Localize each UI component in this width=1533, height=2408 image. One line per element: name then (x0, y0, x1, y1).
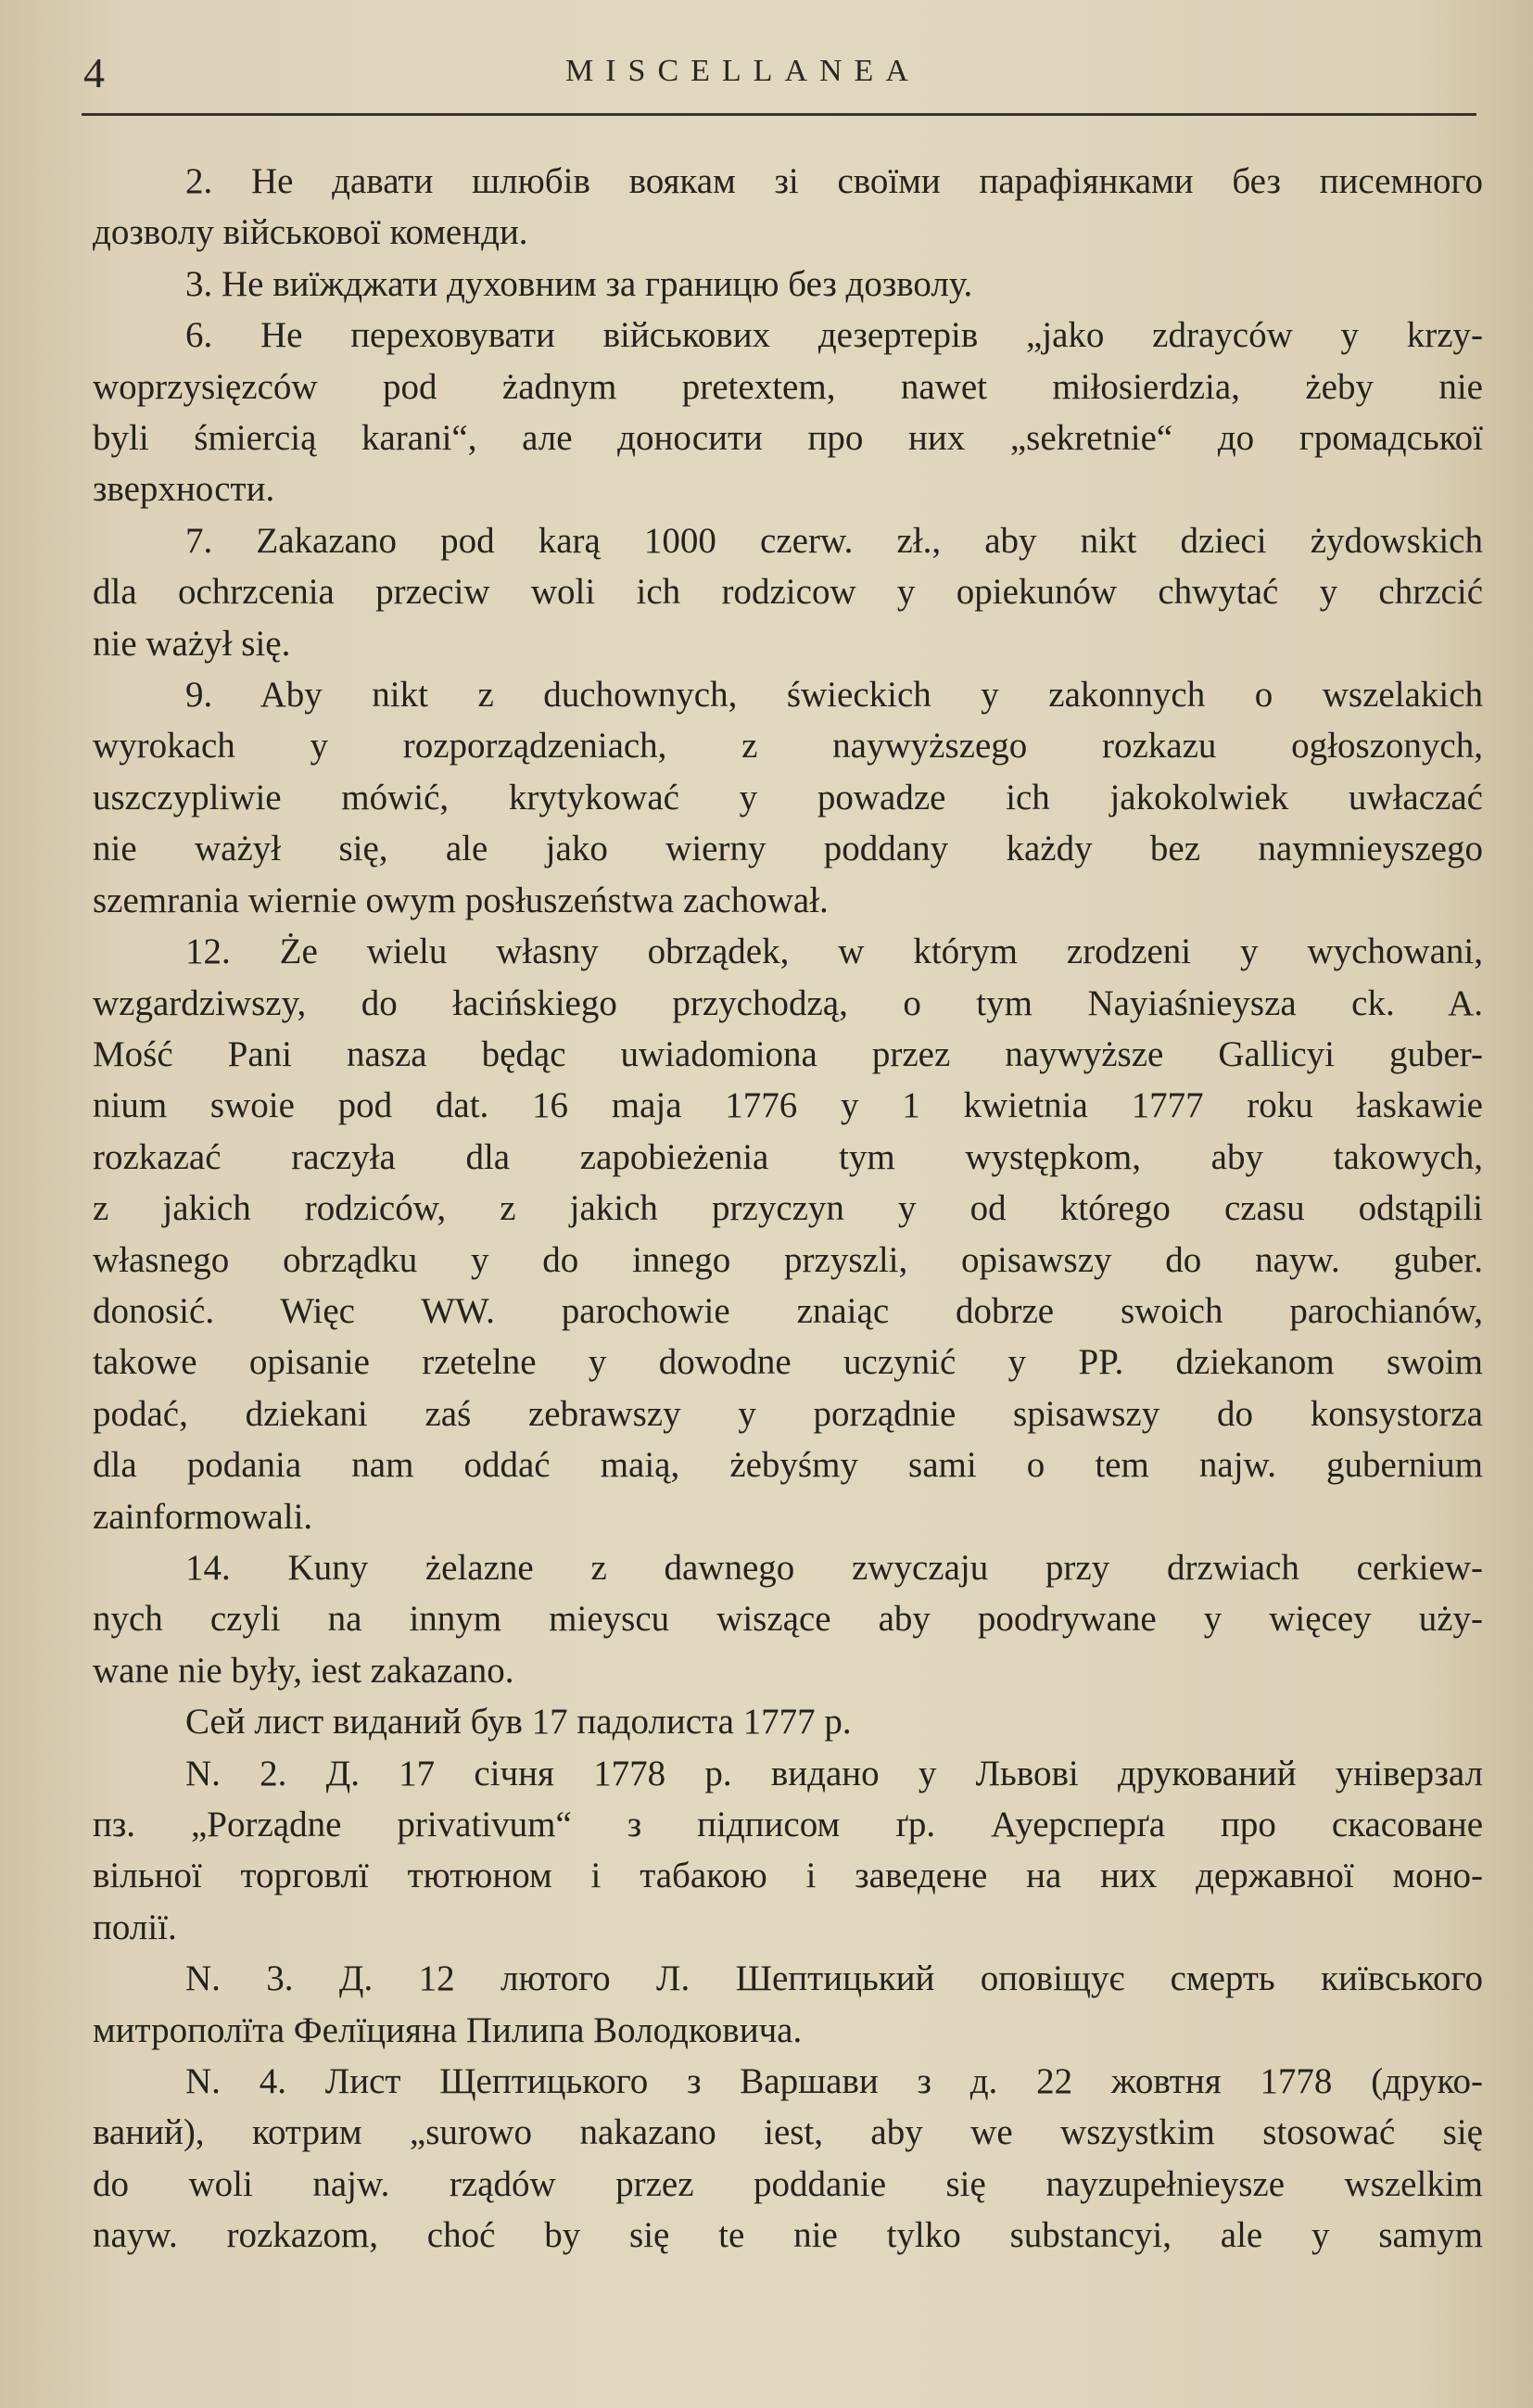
text-line: własnego obrządku y do innego przyszli, opisawszy do nayw. guber. (93, 1239, 1483, 1280)
text-line: полії. (93, 1907, 177, 1947)
text-line: dla podania nam oddać maią, żebyśmy sami o tem najw. gubernium (93, 1445, 1483, 1486)
header-rule (82, 113, 1476, 116)
running-title: MISCELLANEA (565, 54, 920, 88)
text-line: nie ważył się, ale jako wierny poddany każdy bez naymnieyszego (93, 829, 1483, 869)
page-number: 4 (83, 49, 105, 96)
text-line: nie ważył się. (93, 623, 291, 664)
text-line: uszczypliwie mówić, krytykować y powadze ich jakokolwiek uwłaczać (93, 777, 1483, 817)
text-line: 12. Że wielu własny obrządek, w którym zrodzeni y wychowani, (185, 932, 1483, 972)
text-line: nium swoie pod dat. 16 maja 1776 y 1 kwietnia 1777 roku łaskawie (93, 1085, 1483, 1126)
text-line: nych czyli na innym mieyscu wiszące aby poodrywane y więcey uży- (93, 1599, 1483, 1640)
text-line: 6. Не переховувати військових дезертерів „jako zdrayców y krzy- (185, 315, 1483, 356)
text-line: do woli najw. rządów przez poddanie się nayzupełnieysze wszelkim (93, 2163, 1483, 2204)
text-line: 14. Kuny żelazne z dawnego zwyczaju przy drzwiach cerkiew- (185, 1547, 1483, 1588)
text-line: ваний), котрим „surowo nakazano iest, aby we wszystkim stosować się (93, 2112, 1483, 2153)
text-line: byli śmiercią karani“, але доносити про них „sekretnie“ до громадської (93, 418, 1483, 459)
text-line: woprzysięzców pod żadnym pretextem, nawet miłosierdzia, żeby nie (93, 366, 1483, 407)
text-line: z jakich rodziców, z jakich przyczyn y od którego czasu odstąpili (93, 1188, 1483, 1229)
text-line: N. 3. Д. 12 лютого Л. Шептицький оповіщує смерть київського (185, 1958, 1483, 1999)
text-line: nayw. rozkazom, choć by się te nie tylko substancyi, ale y samym (93, 2215, 1483, 2256)
text-line: зверхности. (93, 469, 275, 510)
text-line: wzgardziwszy, do łacińskiego przychodzą, o tym Nayiaśnieysza ck. A. (93, 982, 1483, 1023)
text-line: вільної торговлї тютюном і табакою і заведене на них державної моно- (93, 1856, 1483, 1896)
text-line: пз. „Porządne privativum“ з підписом ґр. Ауерсперґа про скасоване (93, 1805, 1483, 1844)
text-line: 3. Не виїжджати духовним за границю без дозволу. (185, 263, 973, 304)
text-line: rozkazać raczyła dla zapobieżenia tym występkom, aby takowych, (93, 1136, 1483, 1177)
body-text (93, 156, 1483, 2262)
text-line: Mość Pani nasza będąc uwiadomiona przez naywyższe Gallicyi guber- (93, 1033, 1483, 1074)
text-line: donosić. Więc WW. parochowie znaiąc dobrze swoich parochianów, (93, 1290, 1483, 1331)
text-line: 2. Не давати шлюбів воякам зі своїми парафіянками без писемного (185, 161, 1483, 201)
text-line: zainformowali. (93, 1496, 313, 1537)
text-line: дозволу військової коменди. (93, 212, 528, 253)
text-line: podać, dziekani zaś zebrawszy y porządnie spisawszy do konsystorza (93, 1393, 1483, 1434)
text-line: wane nie były, iest zakazano. (93, 1650, 514, 1691)
text-line: 7. Zakazano pod karą 1000 czerw. zł., aby nikt dzieci żydowskich (185, 520, 1483, 561)
text-line: митрополїта Фелїцияна Пилипа Володковича. (93, 2009, 803, 2050)
text-line: takowe opisanie rzetelne y dowodne uczynić y PP. dziekanom swoim (93, 1342, 1483, 1383)
text-line: dla ochrzcenia przeciw woli ich rodzicow y opiekunów chwytać y chrzcić (93, 572, 1483, 613)
page-header (83, 44, 1474, 100)
text-line: wyrokach y rozporządzeniach, z naywyższego rozkazu ogłoszonych, (93, 726, 1483, 767)
text-line: N. 2. Д. 17 січня 1778 р. видано у Львові друкований універзал (185, 1753, 1483, 1793)
text-line: N. 4. Лист Щептицького з Варшави з д. 22 жовтня 1778 (друко- (185, 2061, 1483, 2102)
text-line: 9. Aby nikt z duchownych, świeckich y zakonnych o wszelakich (185, 675, 1483, 716)
text-line: szemrania wiernie owym posłuszeństwa zachował. (93, 880, 829, 920)
text-line: Сей лист виданий був 17 падолиста 1777 р. (185, 1702, 852, 1743)
